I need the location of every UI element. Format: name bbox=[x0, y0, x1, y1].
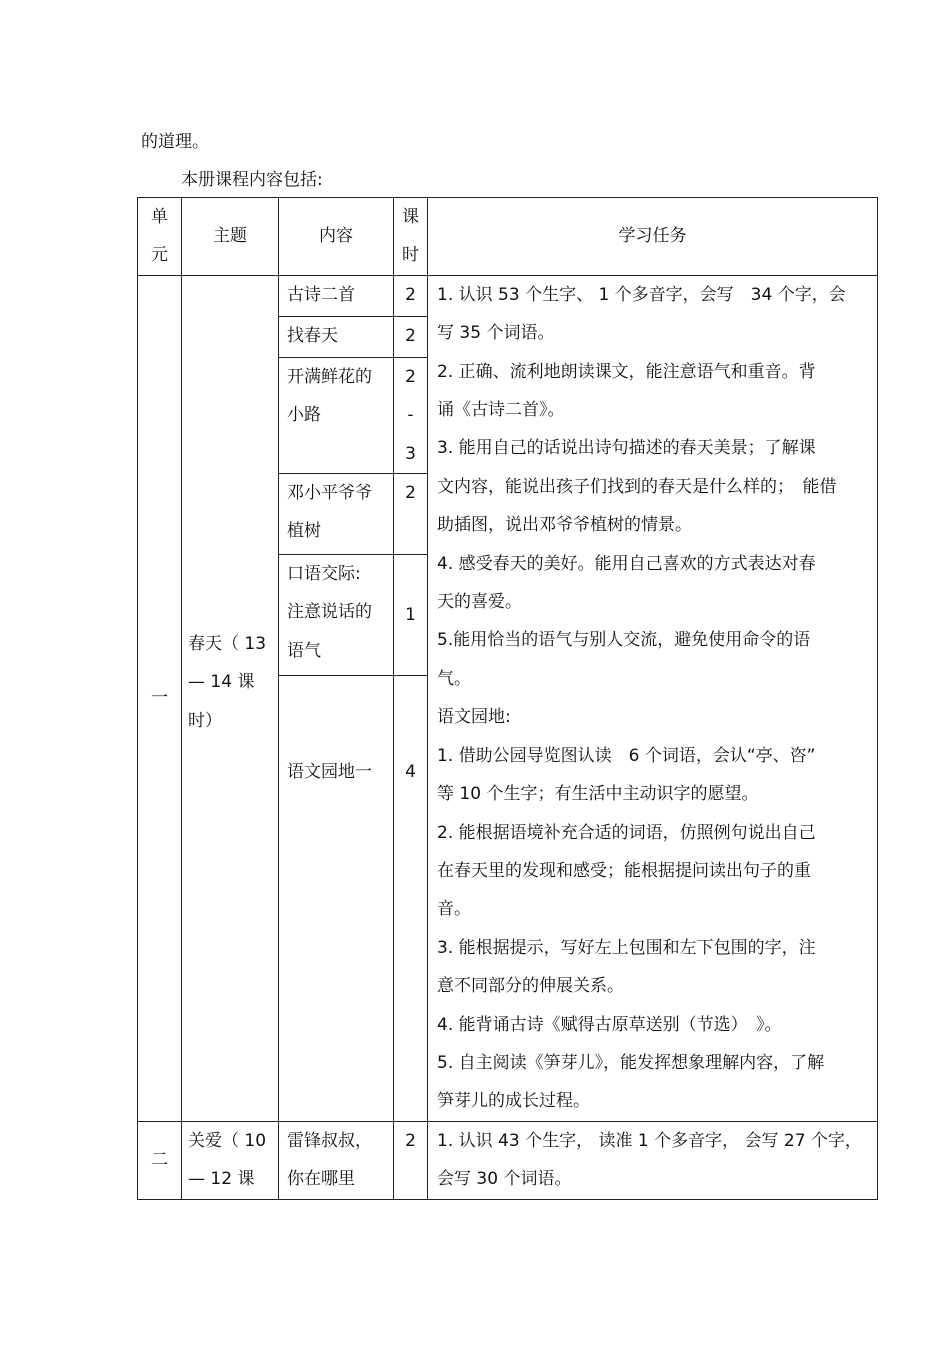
task-line: 5. 自主阅读《笋芽儿》，能发挥想象理解内容，了解 bbox=[437, 1052, 825, 1073]
lesson-hours: 1 bbox=[394, 554, 428, 675]
lesson-content: 古诗二首 bbox=[279, 275, 394, 316]
task-line: 音。 bbox=[437, 899, 471, 920]
table-row bbox=[138, 1121, 878, 1199]
task-line: 在春天里的发现和感受；能根据提问读出句子的重 bbox=[437, 860, 811, 881]
lesson-content: 邓小平爷爷 植树 bbox=[279, 473, 394, 554]
lesson-content-text: 语文园地一 bbox=[287, 761, 372, 782]
table-row bbox=[138, 275, 878, 316]
header-hours: 课 时 bbox=[394, 198, 428, 276]
unit-1-theme-line: 时） bbox=[188, 710, 222, 731]
task-line: 文内容，能说出孩子们找到的春天是什么样的； 能借 bbox=[437, 476, 837, 497]
task-line: 3. 能用自己的话说出诗句描述的春天美景；了解课 bbox=[437, 438, 816, 459]
task-line: 天的喜爱。 bbox=[437, 592, 522, 613]
task-line: 诵《古诗二首》。 bbox=[437, 400, 565, 421]
unit-1-theme-cell bbox=[182, 275, 279, 1121]
task-line: 意不同部分的伸展关系。 bbox=[437, 976, 624, 997]
task-line: 1. 借助公园导览图认读 6 个词语，会认“亭、咨” bbox=[437, 745, 816, 766]
unit-1-cell: 一 bbox=[138, 275, 182, 1121]
task-line: 2. 正确、流利地朗读课文，能注意语气和重音。背 bbox=[437, 361, 816, 382]
header-theme: 主题 bbox=[182, 198, 279, 276]
header-task: 学习任务 bbox=[428, 198, 878, 276]
lesson-content bbox=[279, 675, 394, 1121]
task-line: 1. 认识 53 个生字、 1 个多音字，会写 34 个字，会 bbox=[437, 284, 846, 305]
task-line: 等 10 个生字；有生活中主动识字的愿望。 bbox=[437, 784, 759, 805]
lesson-hours-text: 4 bbox=[405, 761, 416, 782]
task-line: 写 35 个词语。 bbox=[437, 323, 555, 344]
task-line: 4. 感受春天的美好。能用自己喜欢的方式表达对春 bbox=[437, 553, 816, 574]
task-line: 笋芽儿的成长过程。 bbox=[437, 1091, 590, 1112]
lesson-hours: 2 - 3 bbox=[394, 357, 428, 473]
unit-1-theme-line: 春天（ 13 bbox=[188, 633, 267, 654]
lesson-hours: 2 bbox=[394, 275, 428, 316]
lesson-hours: 2 bbox=[394, 316, 428, 357]
task-line: 2. 能根据语境补充合适的词语，仿照例句说出自己 bbox=[437, 822, 816, 843]
task-line: 4. 能背诵古诗《赋得古原草送别（节选） 》。 bbox=[437, 1014, 782, 1035]
unit-2-theme-line: — 12 课 bbox=[188, 1169, 255, 1190]
lesson-hours: 2 bbox=[394, 473, 428, 554]
lesson-hours bbox=[394, 675, 428, 1121]
task-line: 3. 能根据提示，写好左上包围和左下包围的字，注 bbox=[437, 937, 816, 958]
unit-1-theme-line: — 14 课 bbox=[188, 672, 255, 693]
course-table bbox=[137, 197, 878, 1200]
lesson-content: 口语交际: 注意说话的 语气 bbox=[279, 554, 394, 675]
task-line: 助插图，说出邓爷爷植树的情景。 bbox=[437, 515, 692, 536]
unit-2-theme-cell bbox=[182, 1121, 279, 1199]
task-line: 气。 bbox=[437, 668, 471, 689]
unit-1-task-cell bbox=[428, 275, 878, 1121]
task-line: 5.能用恰当的语气与别人交流，避免使用命令的语 bbox=[437, 630, 811, 651]
lesson-content: 找春天 bbox=[279, 316, 394, 357]
header-content: 内容 bbox=[279, 198, 394, 276]
header-unit: 单 元 bbox=[138, 198, 182, 276]
intro-line-1: 的道理。 bbox=[141, 132, 209, 152]
table-header-row bbox=[138, 198, 878, 276]
task-line: 会写 30 个词语。 bbox=[437, 1169, 572, 1190]
task-line: 1. 认识 43 个生字， 读准 1 个多音字， 会写 27 个字， bbox=[437, 1130, 862, 1151]
lesson-content: 雷锋叔叔， 你在哪里 bbox=[279, 1121, 394, 1199]
task-line: 语文园地: bbox=[437, 707, 511, 728]
lesson-hours: 2 bbox=[394, 1121, 428, 1199]
unit-2-cell: 二 bbox=[138, 1121, 182, 1199]
unit-2-task-cell bbox=[428, 1121, 878, 1199]
unit-2-theme-line: 关爱（ 10 bbox=[188, 1130, 267, 1151]
intro-line-2: 本册课程内容包括: bbox=[181, 170, 323, 190]
lesson-content: 开满鲜花的 小路 bbox=[279, 357, 394, 473]
